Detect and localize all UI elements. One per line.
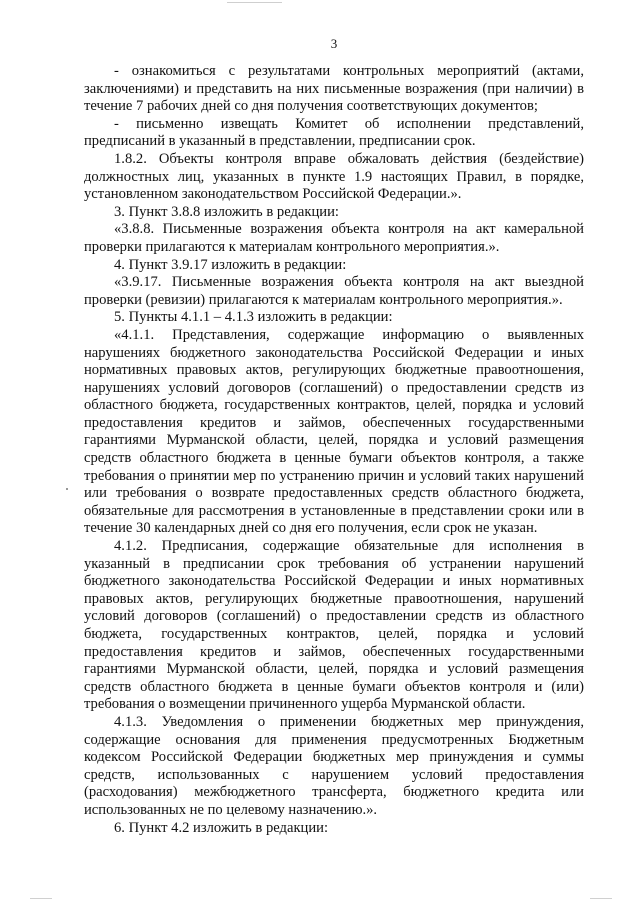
paragraph-item-6: 6. Пункт 4.2 изложить в редакции: [114, 819, 329, 836]
paragraph-4-1-3: 4.1.3. Уведомления о применении бюджетных мер принуждения, содержащие основания для применения предусмотренных Бюджетным кодексом Российской Федерации бюджетных мер принуждения и суммы средств, использованных с нарушением условий предоставления (расходования) межбюджетного трансферта, бюджетного кредита или использованных не по целевому назначению.». [84, 713, 584, 818]
document-body [84, 63, 584, 837]
paragraph-1-8-2: 1.8.2. Объекты контроля вправе обжаловать действия (бездействие) должностных лиц, указанных в пункте 1.9 настоящих Правил, в порядке, установленном законодательством Российской Федерации.». [84, 150, 584, 203]
paragraph-3-9-17: «3.9.17. Письменные возражения объекта контроля на акт выездной проверки (ревизии) прилагаются к материалам контрольного мероприятия.». [84, 274, 584, 308]
paragraph-4-1-1: «4.1.1. Представления, содержащие информацию о выявленных нарушениях бюджетного законодательства Российской Федерации и иных нормативных правовых актов, регулирующих бюджетные правоотношения, нарушениях условий договоров (соглашений) о предоставлении средств из областного бюджета, государственных контрактов, целей, порядка и условий предоставления кредитов и займов, обеспеченных государственными гарантиями Мурманской области, целей, порядка и условий размещения средств областного бюджета в ценные бумаги объектов контроля, а также требования о принятии мер по устранению причин и условий таких нарушений или требования о возврате предоставленных средств областного бюджета, обязательные для рассмотрения в установленные в представлении сроки или в течение 30 календарных дней со дня его получения, если срок не указан. [84, 326, 584, 537]
page-number: 3 [330, 36, 338, 51]
paragraph-familiarize-results: - ознакомиться с результатами контрольных мероприятий (актами, заключениями) и представить на них письменные возражения (при наличии) в течение 7 рабочих дней со дня получения соответствующих документов; [84, 63, 584, 115]
paragraph-notify-committee: - письменно извещать Комитет об исполнении представлений, предписаний в указанный в представлении, предписании срок. [84, 115, 584, 150]
bottom-right-scan-mark [590, 898, 612, 899]
document-page [84, 0, 584, 905]
paragraph-item-3: 3. Пункт 3.8.8 изложить в редакции: [114, 203, 339, 220]
bottom-left-scan-mark [30, 898, 52, 899]
margin-speck [66, 488, 68, 490]
paragraph-3-8-8: «3.8.8. Письменные возражения объекта контроля на акт камеральной проверки прилагаются к материалам контрольного мероприятия.». [84, 221, 584, 255]
paragraph-item-5: 5. Пункты 4.1.1 – 4.1.3 изложить в редакции: [114, 309, 393, 326]
paragraph-4-1-2: 4.1.2. Предписания, содержащие обязательные для исполнения в указанный в предписании срок требования об устранении нарушений бюджетного законодательства Российской Федерации и иных нормативных правовых актов, регулирующих бюджетные правоотношения, нарушений условий договоров (соглашений) о предоставлении средств из областного бюджета, государственных контрактов, целей, порядка и условий предоставления кредитов и займов, обеспеченных государственными гарантиями Мурманской области, целей, порядка и условий размещения средств областного бюджета в ценные бумаги объектов контроля и (или) требования о возмещении причиненного ущерба Мурманской области. [84, 538, 584, 713]
paragraph-item-4: 4. Пункт 3.9.17 изложить в редакции: [114, 256, 347, 273]
